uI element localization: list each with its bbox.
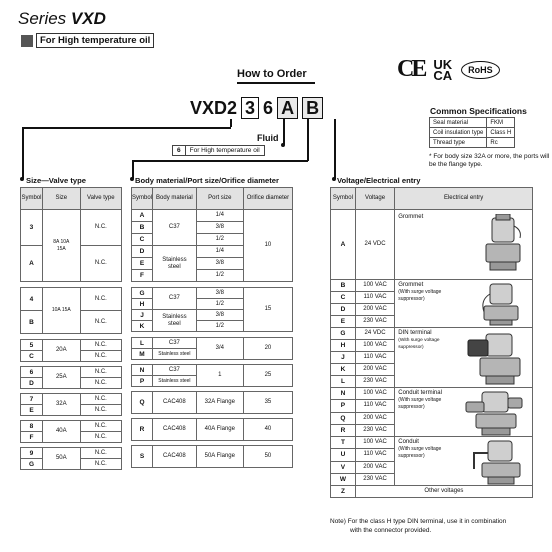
symbol-cell: 5 (21, 340, 43, 351)
symbol-cell: K (132, 321, 153, 332)
port-cell: 1/2 (196, 270, 243, 282)
material-cell: CAC408 (153, 446, 197, 468)
symbol-cell: A (132, 210, 153, 222)
orifice-cell: 50 (243, 446, 292, 468)
symbol-cell: J (132, 310, 153, 321)
heading-underline (237, 82, 315, 84)
code-box-voltage: B (302, 97, 323, 119)
size-valve-title: Size—Valve type (26, 176, 86, 185)
material-cell: C37 (153, 338, 197, 349)
series-name: VXD (70, 9, 106, 28)
col-header: Valve type (80, 188, 121, 210)
symbol-cell: D (331, 304, 356, 316)
voltage-cell: 230 VAC (355, 473, 394, 485)
grommet-surge-valve-icon (480, 282, 524, 326)
model-code (190, 97, 323, 119)
symbol-cell: G (132, 288, 153, 299)
port-cell: 1/2 (196, 234, 243, 246)
symbol-cell: C (132, 234, 153, 246)
symbol-cell: R (331, 424, 356, 436)
fluid-code: 6 (173, 146, 186, 156)
orifice-cell: 15 (243, 288, 292, 332)
symbol-cell: C (331, 292, 356, 304)
voltage-cell: 100 VAC (355, 280, 394, 292)
valve-cell: N.C. (80, 311, 121, 334)
voltage-cell: 200 VAC (355, 304, 394, 316)
material-cell: C37 (153, 210, 197, 246)
series-title (18, 9, 106, 29)
size-cell: 40A (42, 421, 80, 443)
material-cell: Stainless steel (153, 246, 197, 282)
symbol-cell: D (132, 246, 153, 258)
orifice-cell: 20 (243, 338, 292, 360)
spec-value: Class H (487, 128, 515, 138)
body-material-table (131, 187, 293, 468)
entry-name: Conduit terminal (398, 390, 442, 396)
symbol-cell: B (21, 311, 43, 334)
valve-cell: N.C. (80, 351, 121, 362)
voltage-cell: 110 VAC (355, 352, 394, 364)
din-terminal-valve-icon (466, 330, 528, 386)
symbol-cell: A (21, 246, 43, 282)
bullet-square-icon (21, 35, 33, 47)
voltage-table (330, 187, 533, 498)
symbol-cell: H (132, 299, 153, 310)
symbol-cell: B (132, 222, 153, 234)
valve-cell: N.C. (80, 459, 121, 470)
symbol-cell: A (331, 210, 356, 280)
col-header: Body material (153, 188, 197, 210)
body-material-title: Body material/Port size/Orifice diameter (135, 176, 279, 185)
size-cell: 20A (42, 340, 80, 362)
symbol-cell: V (331, 461, 356, 473)
valve-cell: N.C. (80, 367, 121, 378)
symbol-cell: R (132, 419, 153, 441)
entry-conduit (395, 437, 533, 486)
valve-cell: N.C. (80, 378, 121, 389)
voltage-cell: 200 VAC (355, 412, 394, 424)
fluid-table (172, 145, 265, 156)
col-header: Symbol (132, 188, 153, 210)
orifice-cell: 10 (243, 210, 292, 282)
valve-cell: N.C. (80, 340, 121, 351)
symbol-cell: G (21, 459, 43, 470)
spec-value: FKM (487, 118, 515, 128)
col-header: Orifice diameter (243, 188, 292, 210)
entry-name: Conduit (398, 439, 419, 445)
voltage-cell: 110 VAC (355, 400, 394, 412)
material-cell: Stainless steel (153, 310, 197, 332)
voltage-cell: 200 VAC (355, 364, 394, 376)
ce-mark-logo: CE (397, 56, 425, 82)
entry-conduit-terminal (395, 388, 533, 437)
size-cell: 32A (42, 394, 80, 416)
orifice-cell: 25 (243, 365, 292, 387)
subtitle: For High temperature oil (36, 33, 154, 48)
port-cell: 3/4 (196, 338, 243, 360)
material-cell: C37 (153, 365, 197, 376)
port-cell: 1/4 (196, 246, 243, 258)
footnote-line: with the connector provided. (350, 527, 432, 534)
port-cell: 3/8 (196, 288, 243, 299)
symbol-cell: G (331, 328, 356, 340)
spec-value: Rc (487, 138, 515, 148)
material-cell: CAC408 (153, 392, 197, 414)
voltage-cell: 110 VAC (355, 292, 394, 304)
code-fluid: 6 (263, 97, 274, 118)
footnote-line: Note) For the class H type DIN terminal, use it in combination (330, 518, 507, 525)
col-header: Voltage (355, 188, 394, 210)
port-cell: 3/8 (196, 258, 243, 270)
series-prefix: Series (18, 9, 71, 28)
voltage-cell: 100 VAC (355, 437, 394, 449)
footnote (330, 517, 506, 535)
port-cell: 3/8 (196, 310, 243, 321)
conduit-terminal-valve-icon (464, 390, 528, 436)
symbol-cell: H (331, 340, 356, 352)
voltage-cell: 100 VAC (355, 340, 394, 352)
valve-cell: N.C. (80, 288, 121, 311)
size-cell: 10A 15A (42, 288, 80, 334)
symbol-cell: P (331, 400, 356, 412)
symbol-cell: F (21, 432, 43, 443)
ukca-mark-logo: UK CA (433, 56, 453, 83)
common-specs-title: Common Specifications (430, 106, 527, 116)
col-header: Electrical entry (395, 188, 533, 210)
symbol-cell: J (331, 352, 356, 364)
voltage-cell: 24 VDC (355, 328, 394, 340)
fluid-description: For High temperature oil (185, 146, 264, 156)
valve-cell: N.C. (80, 394, 121, 405)
symbol-cell: 8 (21, 421, 43, 432)
model-base: VXD2 (190, 97, 238, 118)
symbol-cell: Q (132, 392, 153, 414)
symbol-cell: C (21, 351, 43, 362)
rohs-logo: RoHS (461, 61, 500, 79)
port-cell: 40A Flange (196, 419, 243, 441)
entry-sub: (With surge voltage suppressor) (398, 397, 442, 410)
symbol-cell: K (331, 364, 356, 376)
symbol-cell: M (132, 349, 153, 360)
valve-cell: N.C. (80, 448, 121, 459)
spec-label: Seal material (430, 118, 487, 128)
valve-cell: N.C. (80, 405, 121, 416)
size-cell: 8A 10A 15A (42, 210, 80, 282)
material-cell: CAC408 (153, 419, 197, 441)
code-box-size: 3 (241, 97, 259, 119)
material-cell: C37 (153, 288, 197, 310)
symbol-cell: Q (331, 412, 356, 424)
symbol-cell: U (331, 449, 356, 461)
spec-label: Thread type (430, 138, 487, 148)
symbol-cell: B (331, 280, 356, 292)
voltage-cell: 110 VAC (355, 449, 394, 461)
valve-cell: N.C. (80, 210, 121, 246)
fluid-title: Fluid (257, 133, 279, 143)
size-valve-table (20, 187, 122, 470)
symbol-cell: 3 (21, 210, 43, 246)
port-cell: 1/2 (196, 299, 243, 310)
symbol-cell: W (331, 473, 356, 485)
port-cell: 3/8 (196, 222, 243, 234)
voltage-cell: Other voltages (355, 486, 532, 498)
symbol-cell: 6 (21, 367, 43, 378)
entry-sub: (With surge voltage suppressor) (398, 338, 440, 350)
col-header: Size (42, 188, 80, 210)
voltage-cell: 230 VAC (355, 424, 394, 436)
port-cell: 1/2 (196, 321, 243, 332)
symbol-cell: Z (331, 486, 356, 498)
valve-cell: N.C. (80, 246, 121, 282)
entry-name: Grommet (398, 282, 424, 288)
entry-sub: (With surge voltage suppressor) (398, 446, 442, 459)
symbol-cell: F (132, 270, 153, 282)
entry-grommet (395, 210, 533, 280)
how-to-order-heading: How to Order (237, 68, 307, 80)
voltage-title: Voltage/Electrical entry (337, 176, 421, 185)
certification-logos (397, 56, 500, 83)
symbol-cell: 7 (21, 394, 43, 405)
port-cell: 1/4 (196, 210, 243, 222)
port-cell: 32A Flange (196, 392, 243, 414)
symbol-cell: 4 (21, 288, 43, 311)
entry-sub: (With surge voltage suppressor) (398, 289, 442, 302)
entry-name: DIN terminal (398, 330, 432, 336)
col-header: Symbol (331, 188, 356, 210)
spec-note: * For body size 32A or more, the ports will be the flange type. (429, 153, 550, 168)
voltage-cell: 24 VDC (355, 210, 394, 280)
symbol-cell: N (132, 365, 153, 376)
port-cell: 1 (196, 365, 243, 387)
symbol-cell: E (132, 258, 153, 270)
symbol-cell: E (21, 405, 43, 416)
orifice-cell: 40 (243, 419, 292, 441)
entry-grommet-surge (395, 280, 533, 328)
valve-cell: N.C. (80, 421, 121, 432)
port-cell: 50A Flange (196, 446, 243, 468)
material-cell: Stainless steel (153, 376, 197, 387)
symbol-cell: N (331, 388, 356, 400)
common-specs-table (429, 117, 515, 148)
entry-name: Grommet (398, 214, 424, 220)
voltage-cell: 100 VAC (355, 388, 394, 400)
symbol-cell: T (331, 437, 356, 449)
conduit-valve-icon (470, 439, 526, 485)
symbol-cell: 9 (21, 448, 43, 459)
voltage-cell: 230 VAC (355, 376, 394, 388)
size-cell: 25A (42, 367, 80, 389)
voltage-cell: 230 VAC (355, 316, 394, 328)
col-header: Symbol (21, 188, 43, 210)
orifice-cell: 35 (243, 392, 292, 414)
symbol-cell: S (132, 446, 153, 468)
symbol-cell: E (331, 316, 356, 328)
grommet-valve-icon (484, 214, 524, 272)
symbol-cell: P (132, 376, 153, 387)
entry-din-terminal (395, 328, 533, 388)
material-cell: Stainless steel (153, 349, 197, 360)
symbol-cell: D (21, 378, 43, 389)
symbol-cell: L (132, 338, 153, 349)
voltage-cell: 200 VAC (355, 461, 394, 473)
symbol-cell: L (331, 376, 356, 388)
spec-label: Coil insulation type (430, 128, 487, 138)
code-box-body: A (277, 97, 298, 119)
subtitle-badge (21, 33, 154, 48)
valve-cell: N.C. (80, 432, 121, 443)
col-header: Port size (196, 188, 243, 210)
size-cell: 50A (42, 448, 80, 470)
